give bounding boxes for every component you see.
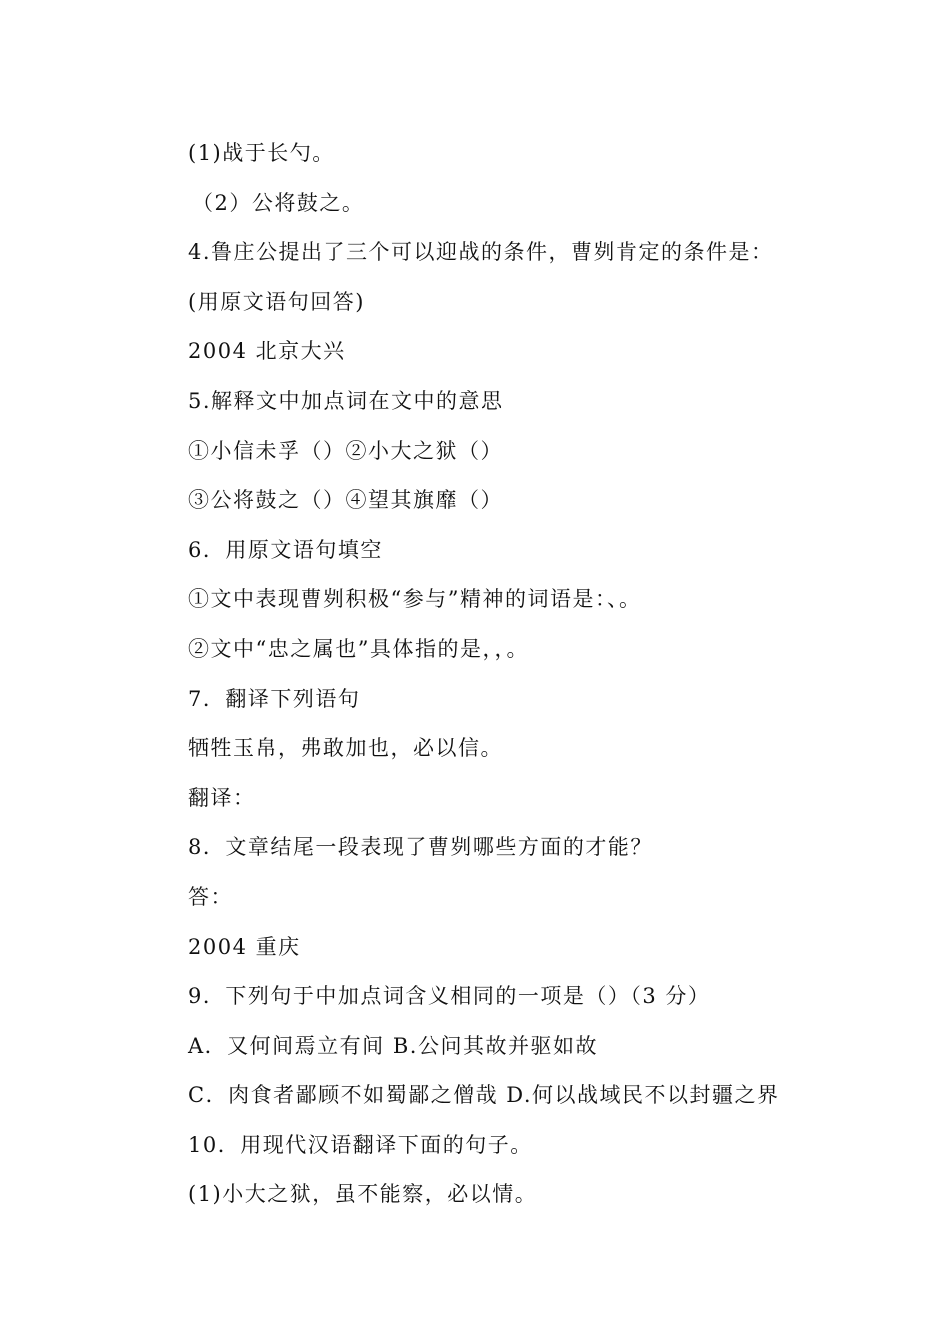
question-5: 5.解释文中加点词在文中的意思 bbox=[188, 388, 504, 413]
text-line-22: (1)小大之狱，虽不能察，必以情。 bbox=[188, 1182, 538, 1207]
option-a-b: A．又何间焉立有间 B.公问其故并驱如故 bbox=[188, 1033, 598, 1058]
text-line-7: ①小信未孚（）②小大之狱（） bbox=[188, 438, 503, 463]
question-7: 7．翻译下列语句 bbox=[188, 686, 361, 711]
text-line-16: 答： bbox=[188, 884, 233, 909]
section-heading-beijing: 2004 北京大兴 bbox=[188, 339, 346, 364]
text-line-11: ②文中“忠之属也”具体指的是，，。 bbox=[188, 636, 529, 661]
text-line-2: （2）公将鼓之。 bbox=[192, 190, 365, 215]
question-10: 10．用现代汉语翻译下面的句子。 bbox=[188, 1132, 533, 1157]
question-6: 6．用原文语句填空 bbox=[188, 537, 383, 562]
question-8: 8．文章结尾一段表现了曹刿哪些方面的才能？ bbox=[188, 835, 653, 860]
text-line-8: ③公将鼓之（）④望其旗靡（） bbox=[188, 488, 503, 513]
text-line-1: (1)战于长勺。 bbox=[188, 141, 335, 165]
question-4: 4.鲁庄公提出了三个可以迎战的条件，曹刿肯定的条件是： bbox=[188, 240, 774, 265]
text-line-10: ①文中表现曹刿积极“参与”精神的词语是：、。 bbox=[188, 587, 642, 612]
document-body bbox=[188, 133, 888, 1224]
text-line-13: 牺牲玉帛，弗敢加也，必以信。 bbox=[188, 736, 503, 761]
question-9: 9．下列句于中加点词含义相同的一项是（）（3 分） bbox=[188, 984, 711, 1009]
option-c-d: C．肉食者鄙顾不如蜀鄙之僧哉 D.何以战域民不以封疆之界 bbox=[188, 1083, 780, 1108]
text-line-14: 翻译： bbox=[188, 785, 256, 810]
section-heading-chongqing: 2004 重庆 bbox=[188, 934, 301, 959]
text-line-4: (用原文语句回答) bbox=[188, 289, 365, 314]
